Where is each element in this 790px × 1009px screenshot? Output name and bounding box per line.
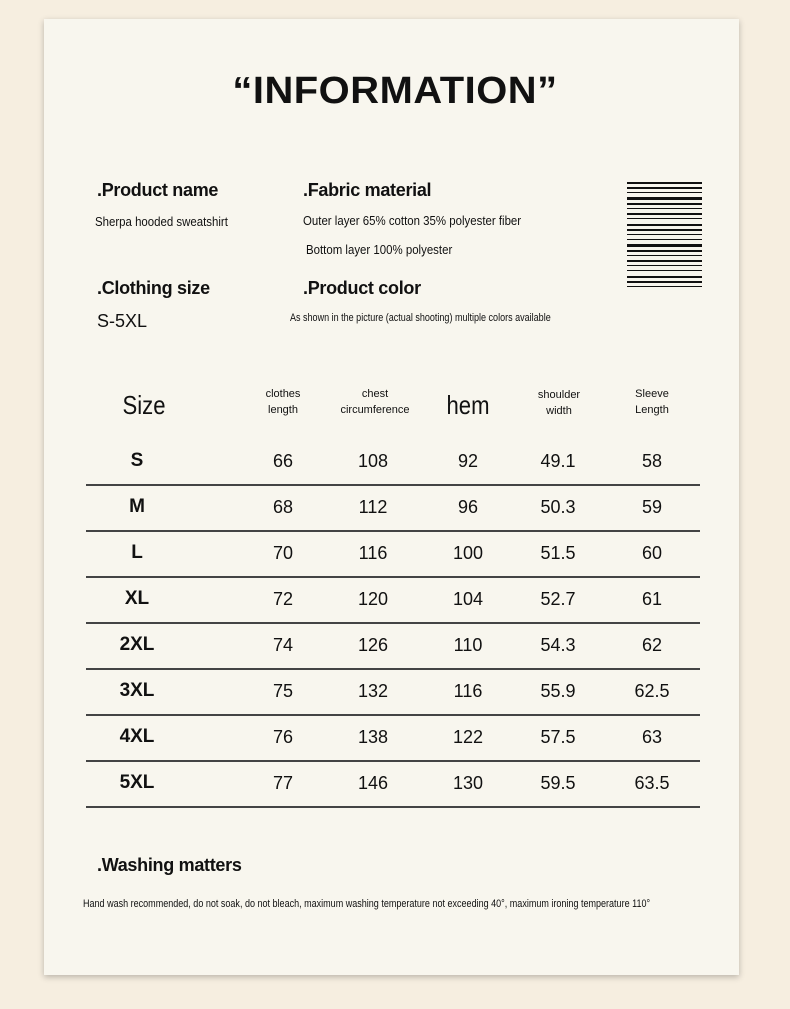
product-name-label: .Product name xyxy=(97,180,219,200)
cell-chest: 132 xyxy=(357,681,389,701)
table-row xyxy=(0,714,790,760)
header-sleeve-line1: Sleeve xyxy=(635,388,669,400)
cell-shoulder: 54.3 xyxy=(540,635,576,655)
cell-chest: 120 xyxy=(357,589,389,609)
cell-sleeve: 58 xyxy=(641,451,663,471)
cell-chest: 116 xyxy=(358,543,388,563)
header-shoulder-width xyxy=(538,387,580,419)
fabric-line-2: Bottom layer 100% polyester xyxy=(306,242,453,257)
cell-chest: 146 xyxy=(357,773,389,793)
header-chest-line1: chest xyxy=(361,388,389,400)
cell-clothes-length: 68 xyxy=(272,497,294,517)
cell-sleeve: 63.5 xyxy=(634,773,670,793)
header-clothes-length-line1: clothes xyxy=(265,388,301,400)
header-clothes-length xyxy=(266,386,301,418)
cell-sleeve: 60 xyxy=(641,543,663,563)
cell-sleeve: 59 xyxy=(641,497,663,517)
cell-shoulder: 59.5 xyxy=(540,773,576,793)
header-sleeve-length xyxy=(635,386,669,418)
table-row xyxy=(0,484,790,530)
header-chest-line2: circumference xyxy=(340,404,410,416)
size-table-header xyxy=(0,380,790,430)
cell-shoulder: 57.5 xyxy=(540,727,576,747)
cell-sleeve: 62 xyxy=(641,635,663,655)
cell-hem: 116 xyxy=(453,681,483,701)
cell-sleeve: 63 xyxy=(641,727,663,747)
cell-chest: 126 xyxy=(357,635,389,655)
cell-hem: 122 xyxy=(452,727,484,747)
cell-shoulder: 50.3 xyxy=(540,497,576,517)
cell-size: M xyxy=(129,496,145,517)
cell-clothes-length: 77 xyxy=(272,773,294,793)
cell-hem: 130 xyxy=(452,773,484,793)
cell-chest: 138 xyxy=(357,727,389,747)
cell-clothes-length: 74 xyxy=(272,635,294,655)
product-name-value: Sherpa hooded sweatshirt xyxy=(95,214,228,229)
cell-clothes-length: 66 xyxy=(272,451,294,471)
header-sleeve-line2: Length xyxy=(635,404,669,416)
table-row xyxy=(0,438,790,484)
header-chest-circumference xyxy=(340,386,409,418)
cell-sleeve: 61 xyxy=(641,589,663,609)
fabric-label: .Fabric material xyxy=(303,180,432,200)
cell-shoulder: 51.5 xyxy=(540,543,576,563)
cell-hem: 96 xyxy=(457,497,479,517)
cell-hem: 92 xyxy=(457,451,479,471)
table-row xyxy=(0,622,790,668)
cell-shoulder: 49.1 xyxy=(540,451,576,471)
cell-shoulder: 55.9 xyxy=(540,681,576,701)
clothing-size-label: .Clothing size xyxy=(97,278,210,298)
header-hem: hem xyxy=(446,390,490,420)
cell-clothes-length: 72 xyxy=(272,589,294,609)
cell-sleeve: 62.5 xyxy=(634,681,670,701)
header-size: Size xyxy=(122,390,166,420)
table-row xyxy=(0,760,790,806)
cell-size: XL xyxy=(124,588,150,609)
cell-size: 2XL xyxy=(119,634,155,655)
cell-hem: 110 xyxy=(453,635,483,655)
cell-size: 5XL xyxy=(119,772,155,793)
cell-shoulder: 52.7 xyxy=(540,589,576,609)
cell-chest: 112 xyxy=(358,497,388,517)
header-shoulder-line1: shoulder xyxy=(537,389,581,401)
product-color-value: As shown in the picture (actual shooting) multiple colors available xyxy=(290,312,551,324)
barcode-image xyxy=(627,182,702,334)
washing-text: Hand wash recommended, do not soak, do not bleach, maximum washing temperature not exceeding 40°, maximum ironing temperature 110° xyxy=(83,898,651,910)
cell-clothes-length: 70 xyxy=(272,543,294,563)
table-row xyxy=(0,576,790,622)
row-divider xyxy=(86,806,700,808)
header-shoulder-line2: width xyxy=(546,405,572,417)
cell-size: S xyxy=(130,450,144,471)
product-color-label: .Product color xyxy=(303,278,421,298)
page-title: “INFORMATION” xyxy=(232,70,558,112)
cell-hem: 104 xyxy=(452,589,484,609)
clothing-size-value: S-5XL xyxy=(97,311,148,331)
cell-hem: 100 xyxy=(452,543,484,563)
fabric-line-1: Outer layer 65% cotton 35% polyester fiber xyxy=(303,213,522,228)
washing-label: .Washing matters xyxy=(97,855,242,875)
cell-size: L xyxy=(131,542,143,563)
cell-size: 4XL xyxy=(119,726,155,747)
header-clothes-length-line2: length xyxy=(268,404,298,416)
table-row xyxy=(0,530,790,576)
cell-chest: 108 xyxy=(357,451,389,471)
cell-clothes-length: 76 xyxy=(272,727,294,747)
cell-size: 3XL xyxy=(119,680,155,701)
cell-clothes-length: 75 xyxy=(272,681,294,701)
table-row xyxy=(0,668,790,714)
